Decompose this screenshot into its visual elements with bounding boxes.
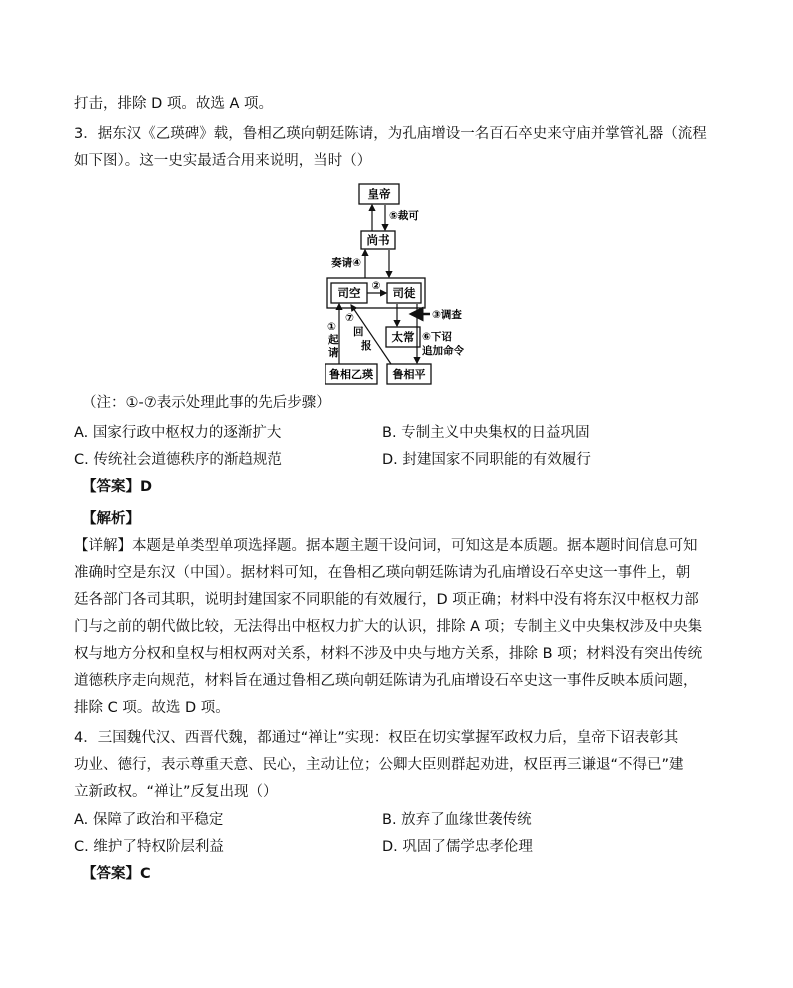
luxiangping-label: 鲁相平: [392, 368, 426, 381]
analysis-line: 准确时空是东汉（中国）。据材料可知，在鲁相乙瑛向朝廷陈请为孔庙增设石卒史这一事件上，朝: [74, 565, 691, 581]
text-line: 打击，排除 D 项。故选 A 项。: [74, 96, 274, 112]
analysis-line: 排除 C 项。故选 D 项。: [74, 700, 230, 716]
yiying-label: 鲁相乙瑛: [329, 368, 373, 381]
emperor-label: 皇帝: [367, 187, 391, 201]
analysis-line: 道德秩序走向规范，材料旨在通过鲁相乙瑛向朝廷陈请为孔庙增设石卒史这一事件反映本质问题，: [74, 673, 698, 689]
q3-option-b: B. 专制主义中央集权的日益巩固: [382, 425, 590, 441]
step-4-label: 奏请④: [331, 257, 361, 269]
step-7-label: ⑦回报: [345, 312, 372, 352]
question-4-stem-line: 4．三国魏代汉、西晋代魏，都通过“禅让”实现：权臣在切实掌握军政权力后，皇帝下诏表彰其: [74, 730, 679, 746]
q3-option-a: A. 国家行政中枢权力的逐渐扩大: [74, 425, 282, 441]
step-5-label: ⑤裁可: [389, 210, 419, 222]
sikong-label: 司空: [337, 286, 361, 300]
step-6-sub-label: 追加命令: [422, 345, 464, 357]
analysis-line: 【详解】本题是单类型单项选择题。据本题主题干设问词，可知这是本质题。据本题时间信息可知: [74, 538, 698, 554]
q3-answer: 【答案】D: [82, 479, 153, 495]
q4-option-b: B. 放弃了血缘世袭传统: [382, 812, 532, 828]
q4-option-a: A. 保障了政治和平稳定: [74, 812, 224, 828]
step-1-label: ① 起请: [327, 321, 339, 359]
q4-option-c: C. 维护了特权阶层利益: [74, 839, 224, 855]
step-6-label: ⑥下诏: [422, 331, 452, 343]
question-4-stem-line: 功业、德行，表示尊重天意、民心，主动让位；公卿大臣则群起劝进，权臣再三谦退“不得已”建: [74, 757, 684, 773]
shangshu-label: 尚书: [366, 233, 390, 247]
question-3-stem-line-2: 如下图）。这一史实最适合用来说明，当时（）: [74, 153, 372, 169]
question-3-stem-line-1: 3．据东汉《乙瑛碑》载，鲁相乙瑛向朝廷陈请，为孔庙增设一名百石卒史来守庙并掌管礼器（流程: [74, 126, 707, 142]
analysis-line: 廷各部门各司其职，说明封建国家不同职能的有效履行，D 项正确；材料中没有将东汉中枢权力部: [74, 592, 699, 608]
diagram-note: （注：①-⑦表示处理此事的先后步骤）: [82, 395, 331, 411]
taichang-label: 太常: [391, 330, 415, 344]
analysis-line: 门与之前的朝代做比较，无法得出中枢权力扩大的认识，排除 A 项；专制主义中央集权涉及中央集: [74, 619, 703, 635]
analysis-title: 【解析】: [82, 511, 140, 527]
step-3-label: ③调查: [432, 309, 462, 321]
q3-option-c: C. 传统社会道德秩序的渐趋规范: [74, 452, 282, 468]
step-2-label: ②: [371, 280, 381, 292]
q3-option-d: D. 封建国家不同职能的有效履行: [382, 452, 591, 468]
q4-option-d: D. 巩固了儒学忠孝伦理: [382, 839, 533, 855]
process-flow-diagram: [325, 180, 505, 390]
analysis-line: 权与地方分权和皇权与相权两对关系，材料不涉及中央与地方关系，排除 B 项；材料没有突出传统: [74, 646, 703, 662]
question-4-stem-line: 立新政权。“禅让”反复出现（）: [74, 784, 278, 800]
q4-answer: 【答案】C: [82, 866, 151, 882]
situ-label: 司徒: [392, 286, 416, 300]
